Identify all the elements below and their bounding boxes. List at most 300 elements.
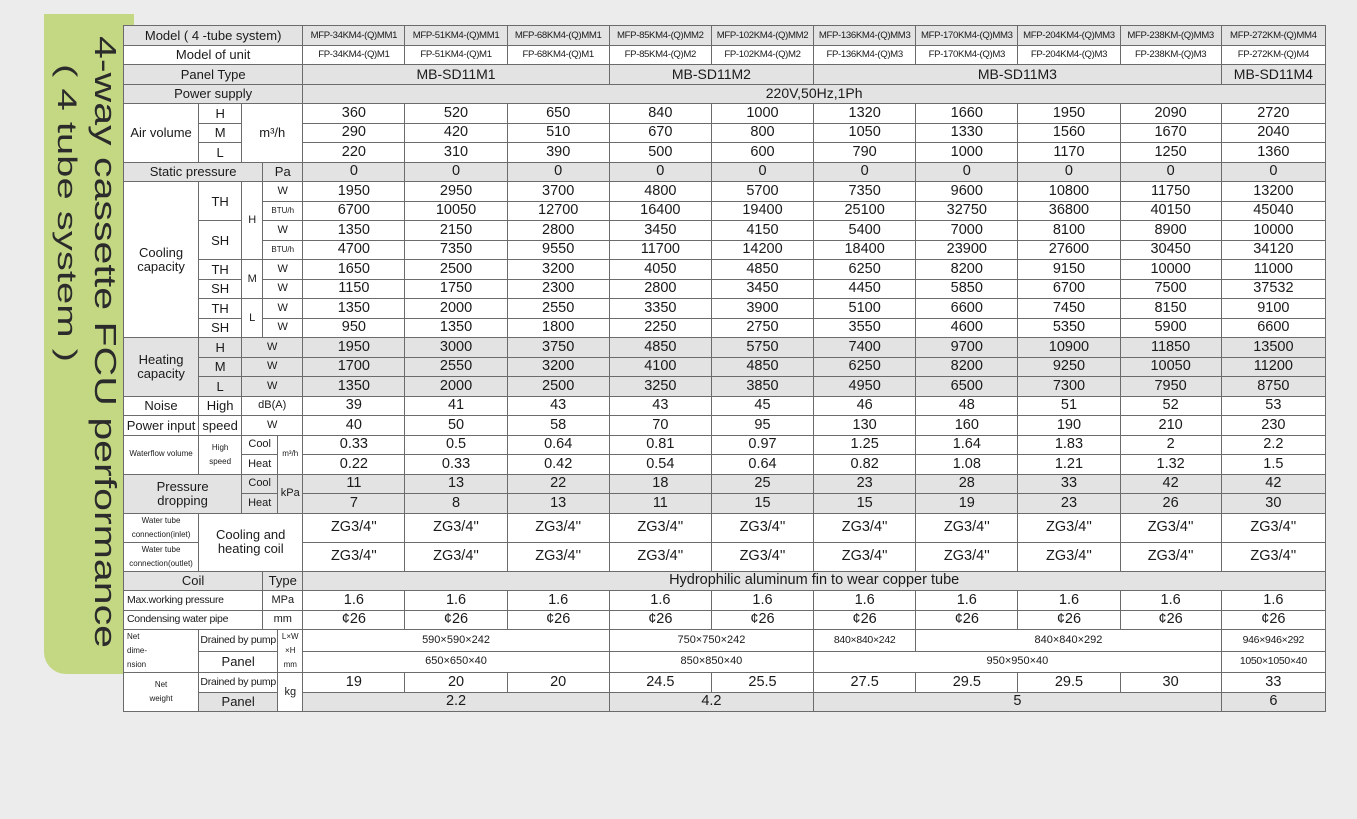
- netweight-text2: weight: [149, 694, 173, 703]
- sidebar-title: [44, 14, 134, 674]
- value-cell: 1350: [303, 377, 405, 397]
- value-cell: 8100: [1018, 221, 1120, 241]
- static-label: Static pressure: [124, 162, 263, 182]
- model-cell: MFP-102KM4-(Q)MM2: [711, 26, 813, 46]
- value-cell: 8200: [916, 357, 1018, 377]
- value-cell: 1.08: [916, 455, 1018, 475]
- waterflow-label: Waterflow volume: [124, 435, 199, 474]
- value-cell: 4950: [814, 377, 916, 397]
- panel-row: [124, 65, 1326, 85]
- cool-l-label: L: [242, 299, 263, 338]
- value-cell: 11700: [609, 240, 711, 260]
- value-cell: 670: [609, 123, 711, 143]
- maxp-label: Max.working pressure: [124, 591, 263, 611]
- value-cell: 5900: [1120, 318, 1221, 338]
- power-value: 220V,50Hz,1Ph: [303, 84, 1326, 104]
- value-cell: 0.5: [405, 435, 507, 455]
- value-cell: 0: [711, 162, 813, 182]
- value-cell: 15: [711, 494, 813, 514]
- value-cell: 0: [1221, 162, 1325, 182]
- value-cell: 0.33: [303, 435, 405, 455]
- value-cell: 0.33: [405, 455, 507, 475]
- weight-panel-cell: 2.2: [303, 692, 609, 712]
- value-cell: ZG3/4'': [814, 542, 916, 571]
- sidebar-title-line1: 4-way cassette FCU performance: [88, 36, 123, 498]
- model-cell: MFP-272KM-(Q)MM4: [1221, 26, 1325, 46]
- wt-inlet-row: [124, 513, 1326, 542]
- unit-cell: FP-51KM4-(Q)M1: [405, 45, 507, 65]
- value-cell: 650: [507, 104, 609, 124]
- value-cell: 42: [1221, 474, 1325, 494]
- value-cell: ¢26: [507, 610, 609, 630]
- value-cell: 390: [507, 143, 609, 163]
- drained-label: Drained by pump: [199, 673, 278, 693]
- dim-pump-cell: 840×840×242: [814, 630, 916, 652]
- value-cell: 3000: [405, 338, 507, 358]
- waterflow-high-text: High: [211, 442, 229, 452]
- value-cell: 1.6: [609, 591, 711, 611]
- coil-type: Hydrophilic aluminum fin to wear copper tube: [303, 571, 1326, 591]
- value-cell: 3200: [507, 357, 609, 377]
- heat-label: Heat: [242, 455, 278, 475]
- value-cell: 4050: [609, 260, 711, 280]
- value-cell: 2550: [405, 357, 507, 377]
- value-cell: 8750: [1221, 377, 1325, 397]
- unit-cell: FP-204KM4-(Q)M3: [1018, 45, 1120, 65]
- value-cell: 1350: [303, 299, 405, 319]
- value-cell: 1560: [1018, 123, 1120, 143]
- value-cell: 1.6: [814, 591, 916, 611]
- value-cell: 0.64: [507, 435, 609, 455]
- unit-w: W: [242, 416, 303, 436]
- value-cell: 4100: [609, 357, 711, 377]
- weight-pump-row: [124, 673, 1326, 693]
- sidebar-title-line2: ( 4 tube system ): [52, 64, 82, 266]
- heat-l-label: L: [199, 377, 242, 397]
- value-cell: ZG3/4'': [1221, 513, 1325, 542]
- value-cell: ZG3/4'': [711, 542, 813, 571]
- value-cell: 1.6: [405, 591, 507, 611]
- pressure-label: [124, 474, 242, 513]
- unit-w: W: [263, 299, 303, 319]
- power-input-row: [124, 416, 1326, 436]
- value-cell: 190: [1018, 416, 1120, 436]
- sh-label: SH: [199, 279, 242, 299]
- value-cell: 950: [303, 318, 405, 338]
- value-cell: ZG3/4'': [1018, 513, 1120, 542]
- value-cell: 3900: [711, 299, 813, 319]
- value-cell: 51: [1018, 396, 1120, 416]
- wt-outlet-row: [124, 542, 1326, 571]
- heat-l-row: [124, 377, 1326, 397]
- weight-panel-row: [124, 692, 1326, 712]
- value-cell: 1330: [916, 123, 1018, 143]
- value-cell: 4450: [814, 279, 916, 299]
- noise-high-label: High: [199, 396, 242, 416]
- value-cell: 1320: [814, 104, 916, 124]
- th-label: TH: [199, 299, 242, 319]
- value-cell: 13200: [1221, 182, 1325, 202]
- value-cell: ¢26: [814, 610, 916, 630]
- value-cell: 1050: [814, 123, 916, 143]
- cool-m-sh-row: [124, 279, 1326, 299]
- value-cell: 3850: [711, 377, 813, 397]
- value-cell: 36800: [1018, 201, 1120, 221]
- value-cell: 840: [609, 104, 711, 124]
- value-cell: 0: [916, 162, 1018, 182]
- value-cell: ¢26: [1221, 610, 1325, 630]
- value-cell: 33: [1018, 474, 1120, 494]
- wt-inlet-text2: connection(inlet): [131, 529, 191, 539]
- waterflow-speed-label: [199, 435, 242, 474]
- value-cell: 500: [609, 143, 711, 163]
- value-cell: 1800: [507, 318, 609, 338]
- type-label: Type: [263, 571, 303, 591]
- value-cell: 1.6: [1221, 591, 1325, 611]
- heating-label: Heating capacity: [124, 338, 199, 397]
- unit-w: W: [263, 318, 303, 338]
- value-cell: 9250: [1018, 357, 1120, 377]
- value-cell: 4850: [711, 357, 813, 377]
- value-cell: 1.6: [711, 591, 813, 611]
- value-cell: 0.81: [609, 435, 711, 455]
- weight-panel-cell: 5: [814, 692, 1222, 712]
- value-cell: 11000: [1221, 260, 1325, 280]
- value-cell: 3550: [814, 318, 916, 338]
- air-m-label: M: [199, 123, 242, 143]
- value-cell: 0: [507, 162, 609, 182]
- netdim-text3: nsion: [127, 660, 147, 669]
- air-l-row: [124, 143, 1326, 163]
- unit-w: W: [242, 377, 303, 397]
- panel-cell: MB-SD11M1: [303, 65, 609, 85]
- value-cell: 1.25: [814, 435, 916, 455]
- value-cell: 9100: [1221, 299, 1325, 319]
- air-m-row: [124, 123, 1326, 143]
- value-cell: 4150: [711, 221, 813, 241]
- panel-cell: MB-SD11M4: [1221, 65, 1325, 85]
- model-cell: MFP-238KM-(Q)MM3: [1120, 26, 1221, 46]
- value-cell: ¢26: [405, 610, 507, 630]
- dim-pump-cell: 946×946×292: [1221, 630, 1325, 652]
- power-label: Power supply: [124, 84, 303, 104]
- value-cell: 0: [405, 162, 507, 182]
- value-cell: ZG3/4'': [916, 542, 1018, 571]
- cool-l-sh-row: [124, 318, 1326, 338]
- value-cell: 4850: [609, 338, 711, 358]
- value-cell: 10000: [1221, 221, 1325, 241]
- value-cell: 33: [1221, 673, 1325, 693]
- drained-label: Drained by pump: [199, 630, 278, 652]
- pressure-heat-row: [124, 494, 1326, 514]
- value-cell: 6700: [1018, 279, 1120, 299]
- value-cell: 210: [1120, 416, 1221, 436]
- value-cell: 32750: [916, 201, 1018, 221]
- value-cell: 70: [609, 416, 711, 436]
- value-cell: 30: [1221, 494, 1325, 514]
- value-cell: 1.6: [1018, 591, 1120, 611]
- value-cell: 19: [916, 494, 1018, 514]
- value-cell: 8200: [916, 260, 1018, 280]
- value-cell: ZG3/4'': [507, 542, 609, 571]
- value-cell: 6250: [814, 357, 916, 377]
- value-cell: 0: [303, 162, 405, 182]
- cool-h-th-btu-row: [124, 201, 1326, 221]
- value-cell: 0.97: [711, 435, 813, 455]
- unit-w: W: [263, 221, 303, 241]
- value-cell: 1360: [1221, 143, 1325, 163]
- dim-panel-cell: 850×850×40: [609, 651, 813, 673]
- value-cell: 290: [303, 123, 405, 143]
- model-cell: MFP-136KM4-(Q)MM3: [814, 26, 916, 46]
- value-cell: 48: [916, 396, 1018, 416]
- dim-unit: [278, 630, 303, 673]
- value-cell: 1.6: [916, 591, 1018, 611]
- value-cell: 420: [405, 123, 507, 143]
- value-cell: 2800: [507, 221, 609, 241]
- value-cell: 15: [814, 494, 916, 514]
- waterflow-cool-row: [124, 435, 1326, 455]
- value-cell: 5400: [814, 221, 916, 241]
- sh-label: SH: [199, 221, 242, 260]
- value-cell: ¢26: [609, 610, 711, 630]
- value-cell: ZG3/4'': [711, 513, 813, 542]
- value-cell: 3200: [507, 260, 609, 280]
- value-cell: 4600: [916, 318, 1018, 338]
- value-cell: 0.42: [507, 455, 609, 475]
- value-cell: 6600: [1221, 318, 1325, 338]
- value-cell: 0: [814, 162, 916, 182]
- value-cell: 2: [1120, 435, 1221, 455]
- value-cell: 1000: [711, 104, 813, 124]
- value-cell: 1.64: [916, 435, 1018, 455]
- model-cell: MFP-34KM4-(Q)MM1: [303, 26, 405, 46]
- value-cell: 7400: [814, 338, 916, 358]
- waterflow-speed-text: speed: [209, 456, 232, 466]
- value-cell: 29.5: [916, 673, 1018, 693]
- value-cell: 2150: [405, 221, 507, 241]
- value-cell: 9150: [1018, 260, 1120, 280]
- value-cell: 230: [1221, 416, 1325, 436]
- unit-w: W: [263, 279, 303, 299]
- value-cell: 1.6: [1120, 591, 1221, 611]
- value-cell: 22: [507, 474, 609, 494]
- model-label: Model ( 4 -tube system): [124, 26, 303, 46]
- value-cell: 0.22: [303, 455, 405, 475]
- panel-cell: MB-SD11M3: [814, 65, 1222, 85]
- value-cell: 1950: [303, 338, 405, 358]
- value-cell: 45: [711, 396, 813, 416]
- unit-cell: FP-238KM-(Q)M3: [1120, 45, 1221, 65]
- value-cell: 6600: [916, 299, 1018, 319]
- value-cell: 2800: [609, 279, 711, 299]
- coil-label: Coil: [124, 571, 263, 591]
- value-cell: 52: [1120, 396, 1221, 416]
- panel-row-label: Panel: [199, 651, 278, 673]
- sh-label: SH: [199, 318, 242, 338]
- speed-label: speed: [199, 416, 242, 436]
- value-cell: 1.6: [303, 591, 405, 611]
- spec-table: [123, 25, 1326, 712]
- model-cell: MFP-51KM4-(Q)MM1: [405, 26, 507, 46]
- value-cell: 2090: [1120, 104, 1221, 124]
- value-cell: 0: [609, 162, 711, 182]
- value-cell: 1.5: [1221, 455, 1325, 475]
- maxp-unit: MPa: [263, 591, 303, 611]
- th-label: TH: [199, 260, 242, 280]
- dim-unit-text3: mm: [283, 660, 297, 669]
- wt-inlet-text1: Water tube: [141, 515, 181, 525]
- wt-outlet-text2: connection(outlet): [129, 558, 193, 568]
- value-cell: 800: [711, 123, 813, 143]
- dim-unit-text2: ×H: [285, 646, 296, 655]
- unit-cell: FP-170KM4-(Q)M3: [916, 45, 1018, 65]
- value-cell: 2750: [711, 318, 813, 338]
- value-cell: 2720: [1221, 104, 1325, 124]
- value-cell: 9550: [507, 240, 609, 260]
- value-cell: 7300: [1018, 377, 1120, 397]
- value-cell: 1660: [916, 104, 1018, 124]
- value-cell: 1950: [1018, 104, 1120, 124]
- value-cell: 1950: [303, 182, 405, 202]
- value-cell: 1700: [303, 357, 405, 377]
- value-cell: 19: [303, 673, 405, 693]
- air-h-row: [124, 104, 1326, 124]
- unit-cell: FP-34KM4-(Q)M1: [303, 45, 405, 65]
- dim-pump-cell: 840×840×292: [916, 630, 1221, 652]
- value-cell: 18400: [814, 240, 916, 260]
- cool-h-sh-w-row: [124, 221, 1326, 241]
- dim-pump-cell: 750×750×242: [609, 630, 813, 652]
- value-cell: 4800: [609, 182, 711, 202]
- value-cell: 46: [814, 396, 916, 416]
- cool-label: Cool: [242, 435, 278, 455]
- panel-label: Panel Type: [124, 65, 303, 85]
- value-cell: 3700: [507, 182, 609, 202]
- value-cell: 5350: [1018, 318, 1120, 338]
- value-cell: 14200: [711, 240, 813, 260]
- value-cell: 42: [1120, 474, 1221, 494]
- value-cell: 0: [1120, 162, 1221, 182]
- panel-cell: MB-SD11M2: [609, 65, 813, 85]
- cooling-label: Cooling capacity: [124, 182, 199, 338]
- cool-h-label: H: [242, 182, 263, 260]
- cool-m-th-row: [124, 260, 1326, 280]
- value-cell: 3750: [507, 338, 609, 358]
- model-cell: MFP-68KM4-(Q)MM1: [507, 26, 609, 46]
- value-cell: 2250: [609, 318, 711, 338]
- value-cell: 2500: [405, 260, 507, 280]
- value-cell: 790: [814, 143, 916, 163]
- dim-pump-row: [124, 630, 1326, 652]
- model-cell: MFP-204KM4-(Q)MM3: [1018, 26, 1120, 46]
- value-cell: 7450: [1018, 299, 1120, 319]
- value-cell: 360: [303, 104, 405, 124]
- cool-l-th-row: [124, 299, 1326, 319]
- static-row: [124, 162, 1326, 182]
- coil-row: [124, 571, 1326, 591]
- heat-h-label: H: [199, 338, 242, 358]
- value-cell: 1670: [1120, 123, 1221, 143]
- noise-unit: dB(A): [242, 396, 303, 416]
- value-cell: 2300: [507, 279, 609, 299]
- value-cell: ZG3/4'': [303, 542, 405, 571]
- value-cell: 1350: [405, 318, 507, 338]
- value-cell: 53: [1221, 396, 1325, 416]
- value-cell: ZG3/4'': [405, 513, 507, 542]
- value-cell: 1170: [1018, 143, 1120, 163]
- value-cell: 1150: [303, 279, 405, 299]
- dim-panel-cell: 950×950×40: [814, 651, 1222, 673]
- value-cell: 40: [303, 416, 405, 436]
- value-cell: 1250: [1120, 143, 1221, 163]
- value-cell: 16400: [609, 201, 711, 221]
- netdim-label: [124, 630, 199, 673]
- model-cell: MFP-85KM4-(Q)MM2: [609, 26, 711, 46]
- value-cell: 220: [303, 143, 405, 163]
- value-cell: 1750: [405, 279, 507, 299]
- pressure-unit: kPa: [278, 474, 303, 513]
- value-cell: 0.82: [814, 455, 916, 475]
- value-cell: 9600: [916, 182, 1018, 202]
- value-cell: 0.64: [711, 455, 813, 475]
- value-cell: 40150: [1120, 201, 1221, 221]
- noise-label: Noise: [124, 396, 199, 416]
- value-cell: 8150: [1120, 299, 1221, 319]
- value-cell: ZG3/4'': [1120, 513, 1221, 542]
- model-cell: MFP-170KM4-(Q)MM3: [916, 26, 1018, 46]
- value-cell: 3250: [609, 377, 711, 397]
- value-cell: 600: [711, 143, 813, 163]
- weight-unit: kg: [278, 673, 303, 712]
- value-cell: 7950: [1120, 377, 1221, 397]
- unit-cell: FP-68KM4-(Q)M1: [507, 45, 609, 65]
- value-cell: 50: [405, 416, 507, 436]
- unit-cell: FP-102KM4-(Q)M2: [711, 45, 813, 65]
- value-cell: 39: [303, 396, 405, 416]
- value-cell: 5850: [916, 279, 1018, 299]
- value-cell: 20: [405, 673, 507, 693]
- netweight-text1: Net: [154, 680, 168, 689]
- sidebar-title-svg: [44, 14, 134, 674]
- value-cell: 29.5: [1018, 673, 1120, 693]
- value-cell: 37532: [1221, 279, 1325, 299]
- value-cell: 5750: [711, 338, 813, 358]
- static-unit: Pa: [263, 162, 303, 182]
- dim-panel-row: [124, 651, 1326, 673]
- value-cell: 41: [405, 396, 507, 416]
- air-label: Air volume: [124, 104, 199, 163]
- pressure-cool-row: [124, 474, 1326, 494]
- value-cell: 11750: [1120, 182, 1221, 202]
- value-cell: 310: [405, 143, 507, 163]
- unit-cell: FP-136KM4-(Q)M3: [814, 45, 916, 65]
- value-cell: 520: [405, 104, 507, 124]
- waterflow-unit: m³/h: [278, 435, 303, 474]
- value-cell: 7000: [916, 221, 1018, 241]
- heat-h-row: [124, 338, 1326, 358]
- value-cell: ZG3/4'': [1221, 542, 1325, 571]
- value-cell: 2.2: [1221, 435, 1325, 455]
- power-row: [124, 84, 1326, 104]
- netdim-text1: Net: [127, 632, 140, 641]
- value-cell: 27600: [1018, 240, 1120, 260]
- value-cell: 26: [1120, 494, 1221, 514]
- value-cell: 2000: [405, 377, 507, 397]
- power-input-label: Power input: [124, 416, 199, 436]
- value-cell: 25100: [814, 201, 916, 221]
- unit-cell: FP-85KM4-(Q)M2: [609, 45, 711, 65]
